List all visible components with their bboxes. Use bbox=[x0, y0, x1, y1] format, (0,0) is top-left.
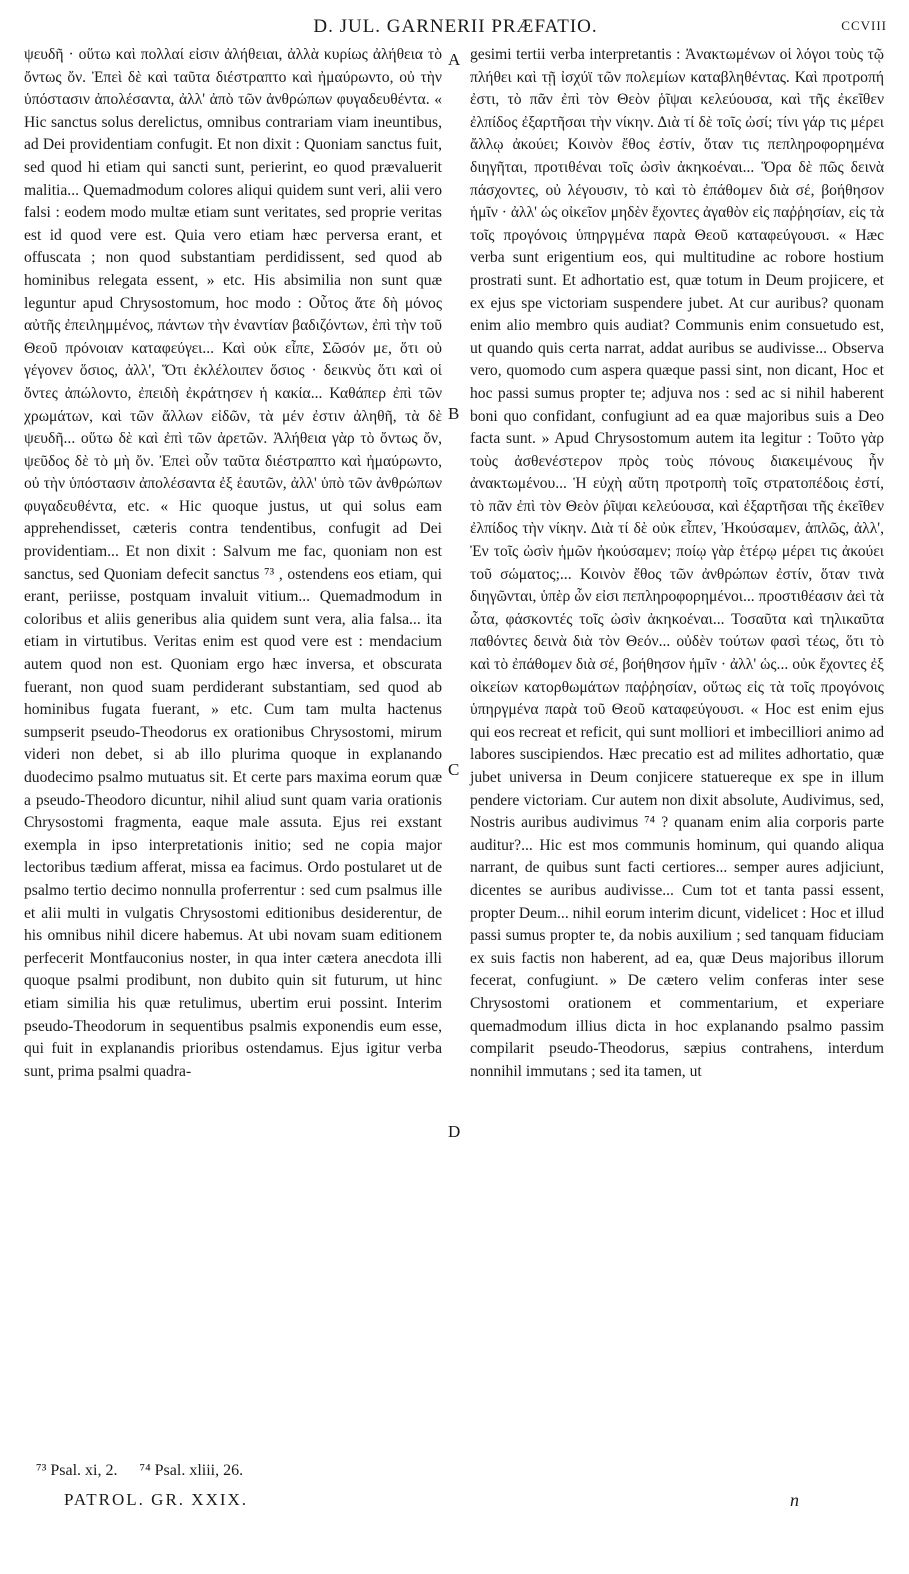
footnote-74: ⁷⁴ Psal. xliii, 26. bbox=[139, 1462, 244, 1479]
right-column bbox=[470, 44, 884, 1083]
page-number: CCVIII bbox=[841, 18, 887, 33]
margin-letter-c: C bbox=[448, 760, 460, 779]
right-column-text: gesimi tertii verba interpretantis : Ἀνακτωμένων οἱ λόγοι τοὺς τῷ πλήθει καὶ τῇ ἰσχύϊ τῶν πολεμίων καταβληθέντας. Καὶ προτροπή ἐστι, τὸ πᾶν ἐπὶ τὸν Θεὸν ῥῖψαι κελεύουσα, καὶ τῆς ἐκεῖθεν ἐλπίδος ἐξαρτῆσαι τὴν νίκην. Διὰ τί δὲ τοῖς ὠσί; τίνι γάρ τις μέρει ἄλλῳ ἀκούει; Κοινὸν ἔθος ἐστίν, ὅταν τις πεπληροφορημένα διηγῆται, προτιθέναι τοῖς ὠσὶν ἀκηκοέναι... Ὅρα δὲ πῶς δεινὰ πάσχοντες, οὐ λέγουσιν, τὸ καὶ τὸ ἐπάθομεν διὰ σέ, βοήθησον ἡμῖν · ἀλλ' ὡς οἰκεῖον μηδὲν ἔχοντες ἀγαθὸν εἰς παῤῥησίαν, εἰς τὰ τοῖς προγόνοις ὑπηργμένα παρὰ Θεοῦ καταφεύγουσι. « Hæc verba sunt erigentium eos, qui multitudine ac robore hostium prostrati sunt. Et adhortatio est, quæ totum in Deum projicere, et ex ejus spe victoriam suspendere jubet. At cur auribus? quonam enim alio membro quis audiat? Communis enim consuetudo est, ut quando quis certa narrat, addat auribus se audivisse... Observa vero, quomodo cum aspera quæque passi sint, non dicant, Hoc et hoc passi sumus propter te; adjuva nos : sed ac si nihil haberent boni quo confidant, confugiunt ad ea quæ majoribus suis a Deo facta sunt. » Apud Chrysostomum autem ita legitur : Τοῦτο γὰρ τοὺς ἀσθενέστερον πρὸς τοὺς πόνους διακειμένους ἦν ἀνακτωμένου... Ἡ εὐχὴ αὕτη προτροπὴ τοῖς στρατοπέδοις ἐστί, τὸ πᾶν ἐπὶ τὸν Θεὸν ῥῖψαι κελεύουσα, καὶ ἐξαρτῆσαι τῆς ἐκεῖθεν ἐλπίδος τὴν νίκην. Διὰ τί δὲ οὐκ εἶπεν, Ἠκούσαμεν, ἁπλῶς, ἀλλ', Ἐν τοῖς ὠσὶν ἡμῶν ἠκούσαμεν; ποίῳ γὰρ ἑτέρῳ μέρει τις ἀκούει τοῦ σώματος;... Κοινὸν ἔθος τῶν ἀνθρώπων ἐστίν, ὅταν τινὰ διηγῶνται, ὑπὲρ ὧν εἰσι πεπληροφορημένοι... προστιθέασιν ἀεὶ τὰ ὦτα, φάσκοντές τοῖς ὠσὶν ἀκηκοέναι... Τοσαῦτα καὶ τηλικαῦτα παθόντες δεινὰ διὰ τὸν Θεόν... οὐδὲν τούτων φασὶ τέως, ὅτι τὸ καὶ τὸ ἐπάθομεν διὰ σέ, βοήθησον ἡμῖν · ἀλλ' ὡς... οὐκ ἔχοντες ἐξ οἰκείων κατορθωμάτων παῤῥησίαν, οὕτως εἰς τὰ τοῖς προγόνοις ὑπηργμένα παρὰ τοῦ Θεοῦ καταφεύγουσι. « Hoc est enim ejus qui eos recreat et reficit, qui sunt molliori et imbecilliori animo ad labores suscipiendos. Hæc precatio est ad milites adhortatio, quæ jubet universa in Deum conjicere statuereque ex spe in illum pendere victoriam. Cur autem non dixit absolute, Audivimus, sed, Nostris auribus audivimus ⁷⁴ ? quanam enim alia corporis parte auditur?... Hic est mos communis hominum, qui quando aliqua narrant, de quibus sunt facti certiores... semper aures adjiciunt, dicentes se auribus audivisse... Cum tot et tanta passi essent, propter Deum... nihil eorum interim dicunt, videlicet : Hoc et illud passi sumus propter te, da nobis auxilium ; sed tanquam fiduciam ex suis factis non haberent, ad ea, quæ Deus majoribus illorum fecerat, confugiunt. » De cætero velim conferas inter sese Chrysostomi orationem et commentarium, et experiare quemadmodum illius dicta in hoc explanando psalmo passim compilarit pseudo-Theodorus, sæpius contrahens, interdum nonnihil immutans ; sed ita tamen, ut bbox=[470, 46, 885, 1080]
margin-letter-b: B bbox=[448, 404, 460, 423]
footer-sheet-mark: n bbox=[790, 1490, 799, 1510]
footer-signature: PATROL. GR. XXIX. bbox=[64, 1490, 249, 1509]
page-header bbox=[24, 12, 887, 42]
left-column bbox=[24, 44, 442, 1083]
margin-letter-d: D bbox=[448, 1122, 461, 1141]
footnote-73: ⁷³ Psal. xi, 2. bbox=[36, 1462, 118, 1479]
margin-letter-a: A bbox=[448, 50, 461, 69]
left-column-text: ψευδῆ · οὕτω καὶ πολλαί εἰσιν ἀλήθειαι, ἀλλὰ κυρίως ἀλήθεια τὸ ὄντως ὄν. Ἐπεὶ δὲ καὶ ταῦτα διέστραπτο καὶ ἠμαύρωντο, οὐ τὴν ὑπόστασιν ἀπολέσαντα, ἀλλ' ἀπὸ τῶν ἀνθρώπων φυγαδευθέντα. « Hic sanctus solus derelictus, omnibus contrariam viam ineuntibus, ad Dei providentiam confugit. Et non dixit : Quoniam sanctus fuit, sed quod hi etiam qui sancti sunt, perierint, eo quod prævaluerit malitia... Quemadmodum colores aliqui quidem sunt veri, alii vero falsi : eodem modo multæ etiam sunt veritates, sed proprie veritas est id quod vere est. Quia vero etiam hæc perversa erant, et offuscata ; non quod substantiam perdidissent, sed quod ab hominibus relegata essent, » etc. His absimilia non sunt quæ leguntur apud Chrysostomum, hoc modo : Οὗτος ἅτε δὴ μόνος αὐτῆς ἐπειλημμένος, πάντων τὴν ἐναντίαν βαδιζόντων, ἐπὶ τὴν τοῦ Θεοῦ πρόνοιαν καταφεύγει... Καὶ οὐκ εἶπε, Σῶσόν με, ὅτι οὐ γέγονεν ὅσιος, ἀλλ', Ὅτι ἐκλέλοιπεν ὅσιος · δεικνὺς ὅτι καὶ οἱ ὄντες ἀπώλοντο, ἐπειδὴ ἐκράτησεν ἡ κακία... Καθάπερ ἐπὶ τῶν χρωμάτων, καὶ τῶν ἄλλων εἰδῶν, τὰ μέν ἐστιν ἀληθῆ, τὰ δὲ ψευδῆ... οὕτω δὲ καὶ ἐπὶ τῶν ἀρετῶν. Ἀλήθεια γὰρ τὸ ὄντως ὄν, ψεῦδος δὲ τὸ μὴ ὄν. Ἐπεὶ οὖν ταῦτα διέστραπτο καὶ ἠμαύρωντο, οὐ τὴν ὑπόστασιν ἀπολέσαντα ἐξ ἑαυτῶν, ἀλλ' ὑπὸ τῶν ἀνθρώπων φυγαδευθέντα, etc. « Hic quoque justus, ut qui solus eam apprehendisset, cæteris contra tendentibus, confugit ad Dei providentiam... Et non dixit : Salvum me fac, quoniam non est sanctus, sed Quoniam defecit sanctus ⁷³ , ostendens eos etiam, qui erant, periisse, postquam invaluit vitium... Quemadmodum in coloribus et aliis generibus alia quidem sunt vera, alia falsa... ita etiam in virtutibus. Veritas enim est quod vere est : mendacium autem quod non est. Quoniam ergo hæc inversa, et obscurata fuerant, non quod suam perdiderant substantiam, sed quod ab hominibus fugata fuerant, » etc. Cum tam multa hactenus sumpserit pseudo-Theodorus ex orationibus Chrysostomi, mirum videri non debet, si ab illo plurima quoque in explanando duodecimo psalmo mutuatus sit. Et certe pars maxima eorum quæ a pseudo-Theodoro dicuntur, nihil aliud sunt quam varia orationis Chrysostomi fragmenta, eaque male assuta. Ejus rei exstant exempla in ipso interpretationis initio; sed ne copia major lectoribus tædium afferat, missa ea facimus. Ordo postularet ut de psalmo tertio decimo nonnulla proferrentur : sed cum psalmus ille et alii multi in vulgatis Chrysostomi editionibus desiderentur, de his omnibus nihil dicere habemus. At ubi novam suam editionem perfecerit Montfauconius noster, in qua inter cætera anecdota illi quoque psalmi prodibunt, non dubito quin sit futurum, ut hinc etiam similia his quæ retulimus, ubertim erui possint. Interim pseudo-Theodorum in sequentibus psalmis exponendis eum esse, qui fuit in explanandis prioribus ostendamus. Ejus igitur verba sunt, prima psalmi quadra- bbox=[24, 46, 442, 1080]
running-title: D. JUL. GARNERII PRÆFATIO. bbox=[313, 16, 598, 37]
footnotes bbox=[36, 1462, 261, 1480]
